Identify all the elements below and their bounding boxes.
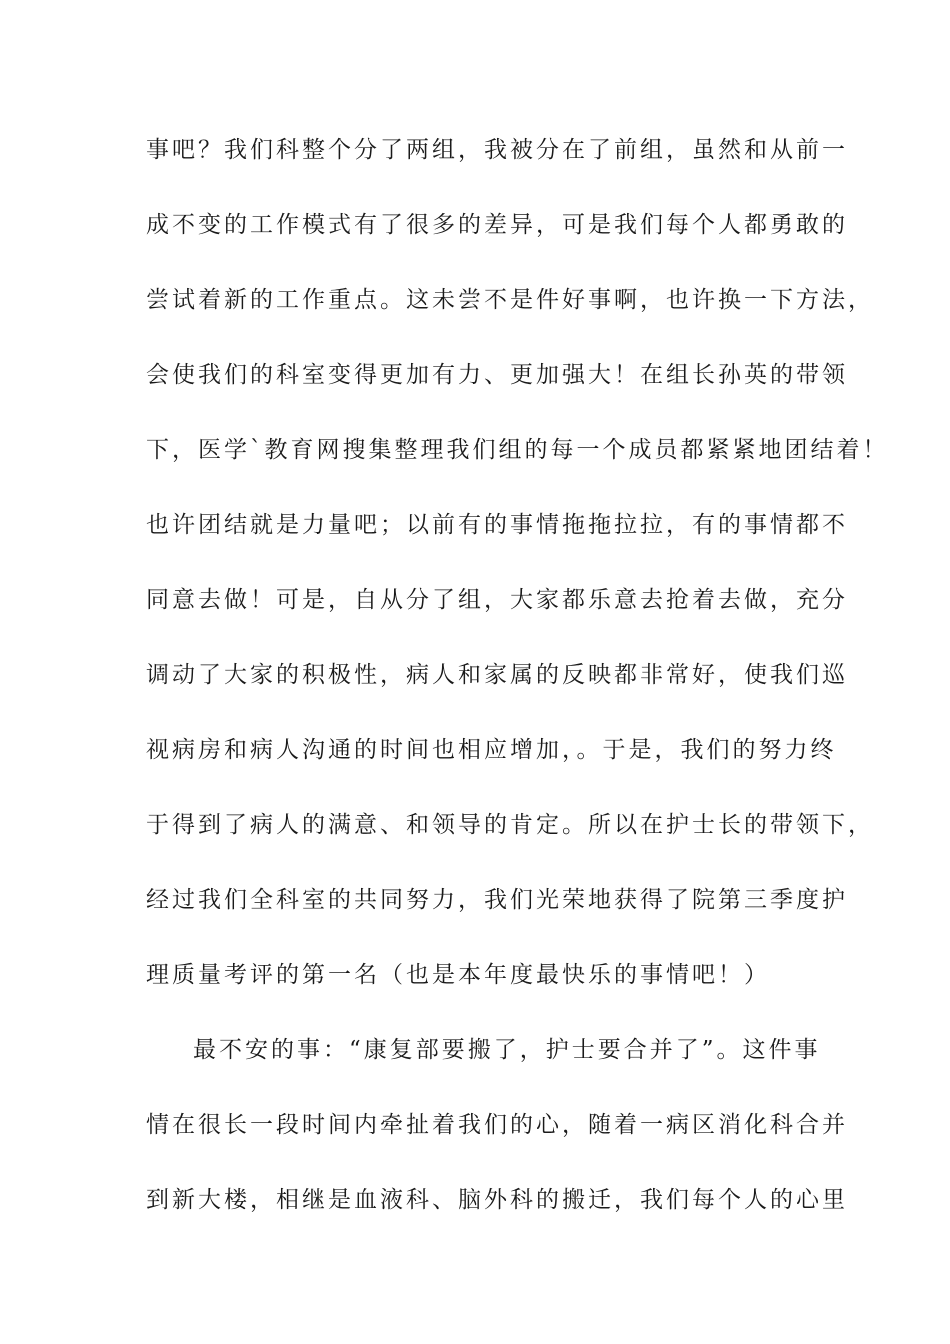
text-line: 调动了大家的积极性，病人和家属的反映都非常好，使我们巡 bbox=[146, 662, 848, 688]
text-line: 也许团结就是力量吧；以前有的事情拖拖拉拉，有的事情都不 bbox=[146, 512, 848, 538]
text-line: 下，医学`教育网搜集整理我们组的每一个成员都紧紧地团结着！ bbox=[146, 437, 889, 463]
text-line: 同意去做！可是，自从分了组，大家都乐意去抢着去做，充分 bbox=[146, 587, 848, 613]
text-line: 视病房和病人沟通的时间也相应增加，。于是，我们的努力终 bbox=[146, 737, 837, 763]
text-line: 理质量考评的第一名（也是本年度最快乐的事情吧！） bbox=[146, 962, 770, 988]
text-line: 于得到了病人的满意、和领导的肯定。所以在护士长的带领下， bbox=[146, 812, 874, 838]
text-line: 经过我们全科室的共同努力，我们光荣地获得了院第三季度护 bbox=[146, 887, 848, 913]
text-line: 成不变的工作模式有了很多的差异，可是我们每个人都勇敢的 bbox=[146, 212, 848, 238]
paragraph-start-line: 最不安的事：“康复部要搬了，护士要合并了”。这件事 bbox=[193, 1037, 821, 1063]
text-line: 会使我们的科室变得更加有力、更加强大！在组长孙英的带领 bbox=[146, 362, 848, 388]
text-line: 尝试着新的工作重点。这未尝不是件好事啊，也许换一下方法， bbox=[146, 287, 874, 313]
text-line: 事吧？我们科整个分了两组，我被分在了前组，虽然和从前一 bbox=[146, 137, 848, 163]
text-line: 情在很长一段时间内牵扯着我们的心，随着一病区消化科合并 bbox=[146, 1112, 848, 1138]
body-text bbox=[146, 132, 889, 1257]
text-line: 到新大楼，相继是血液科、脑外科的搬迁，我们每个人的心里 bbox=[146, 1187, 848, 1213]
